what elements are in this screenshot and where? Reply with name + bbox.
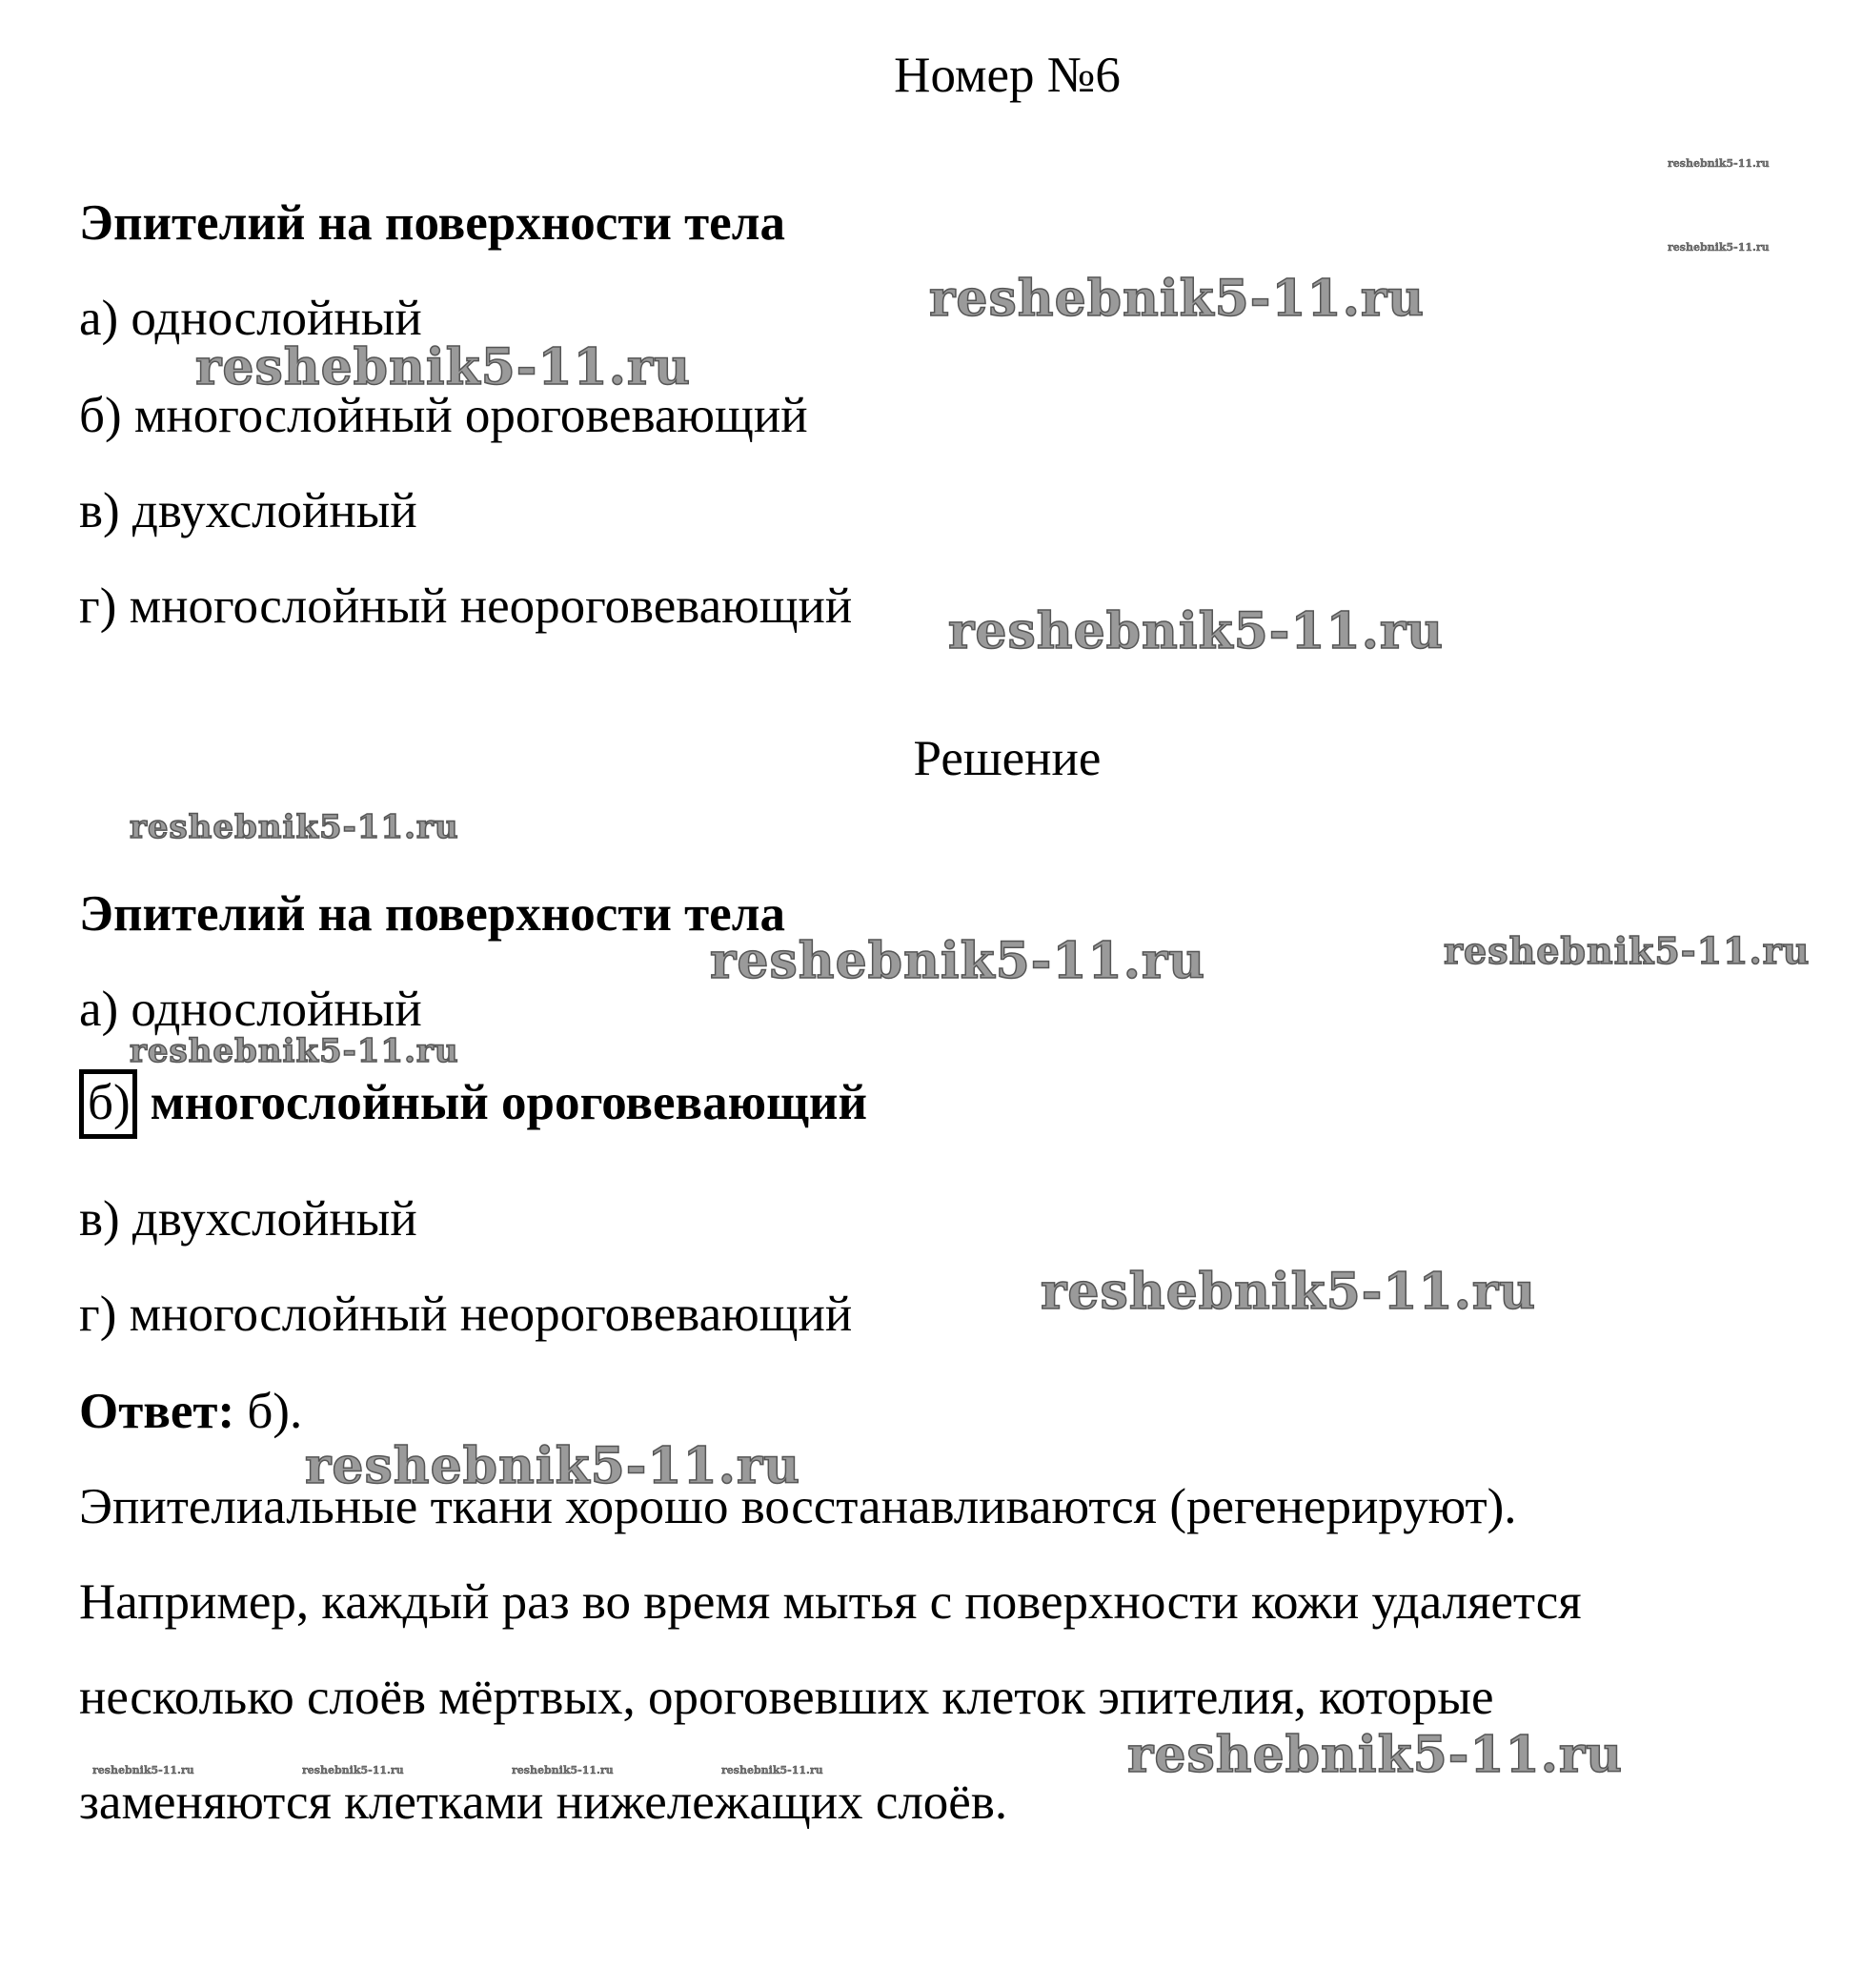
question-heading: Эпителий на поверхности тела xyxy=(79,195,785,251)
watermark: reshebnik5-11.ru xyxy=(1444,929,1811,972)
answer-value: б). xyxy=(234,1384,303,1439)
watermark: reshebnik5-11.ru xyxy=(1668,157,1770,170)
question-option-b: б) многослойный ороговевающий xyxy=(79,388,808,443)
watermark: reshebnik5-11.ru xyxy=(948,602,1445,660)
watermark: reshebnik5-11.ru xyxy=(195,338,692,396)
selected-answer-box: б) xyxy=(79,1069,137,1139)
watermark: reshebnik5-11.ru xyxy=(929,270,1426,328)
solution-option-d: г) многослойный неороговевающий xyxy=(79,1287,853,1342)
solution-heading: Эпителий на поверхности тела xyxy=(79,886,785,942)
watermark: reshebnik5-11.ru xyxy=(92,1764,194,1776)
watermark: reshebnik5-11.ru xyxy=(302,1764,404,1776)
watermark: reshebnik5-11.ru xyxy=(512,1764,614,1776)
watermark: reshebnik5-11.ru xyxy=(130,808,459,846)
watermark: reshebnik5-11.ru xyxy=(710,932,1206,990)
explanation-line-4: заменяются клетками нижележащих слоёв. xyxy=(79,1775,1008,1830)
question-option-d: г) многослойный неороговевающий xyxy=(79,578,853,634)
explanation-line-1: Эпителиальные ткани хорошо восстанавливаются (регенерируют). xyxy=(79,1479,1517,1534)
watermark: reshebnik5-11.ru xyxy=(1127,1726,1624,1784)
answer-line xyxy=(79,1384,303,1439)
question-option-a: а) однослойный xyxy=(79,291,422,346)
watermark: reshebnik5-11.ru xyxy=(1668,241,1770,254)
page-title: Номер №6 xyxy=(894,48,1121,103)
solution-option-a: а) однослойный xyxy=(79,982,422,1037)
watermark: reshebnik5-11.ru xyxy=(721,1764,823,1776)
watermark: reshebnik5-11.ru xyxy=(305,1437,801,1495)
answer-label: Ответ: xyxy=(79,1384,235,1439)
watermark: reshebnik5-11.ru xyxy=(130,1032,459,1070)
watermark: reshebnik5-11.ru xyxy=(1041,1263,1537,1321)
explanation-line-2: Например, каждый раз во время мытья с поверхности кожи удаляется xyxy=(79,1574,1582,1630)
solution-title: Решение xyxy=(913,731,1102,786)
solution-option-c: в) двухслойный xyxy=(79,1191,417,1247)
solution-option-b-selected xyxy=(79,1069,867,1139)
selected-answer-text: многослойный ороговевающий xyxy=(150,1075,868,1130)
question-option-c: в) двухслойный xyxy=(79,483,417,538)
explanation-line-3: несколько слоёв мёртвых, ороговевших клеток эпителия, которые xyxy=(79,1670,1494,1725)
